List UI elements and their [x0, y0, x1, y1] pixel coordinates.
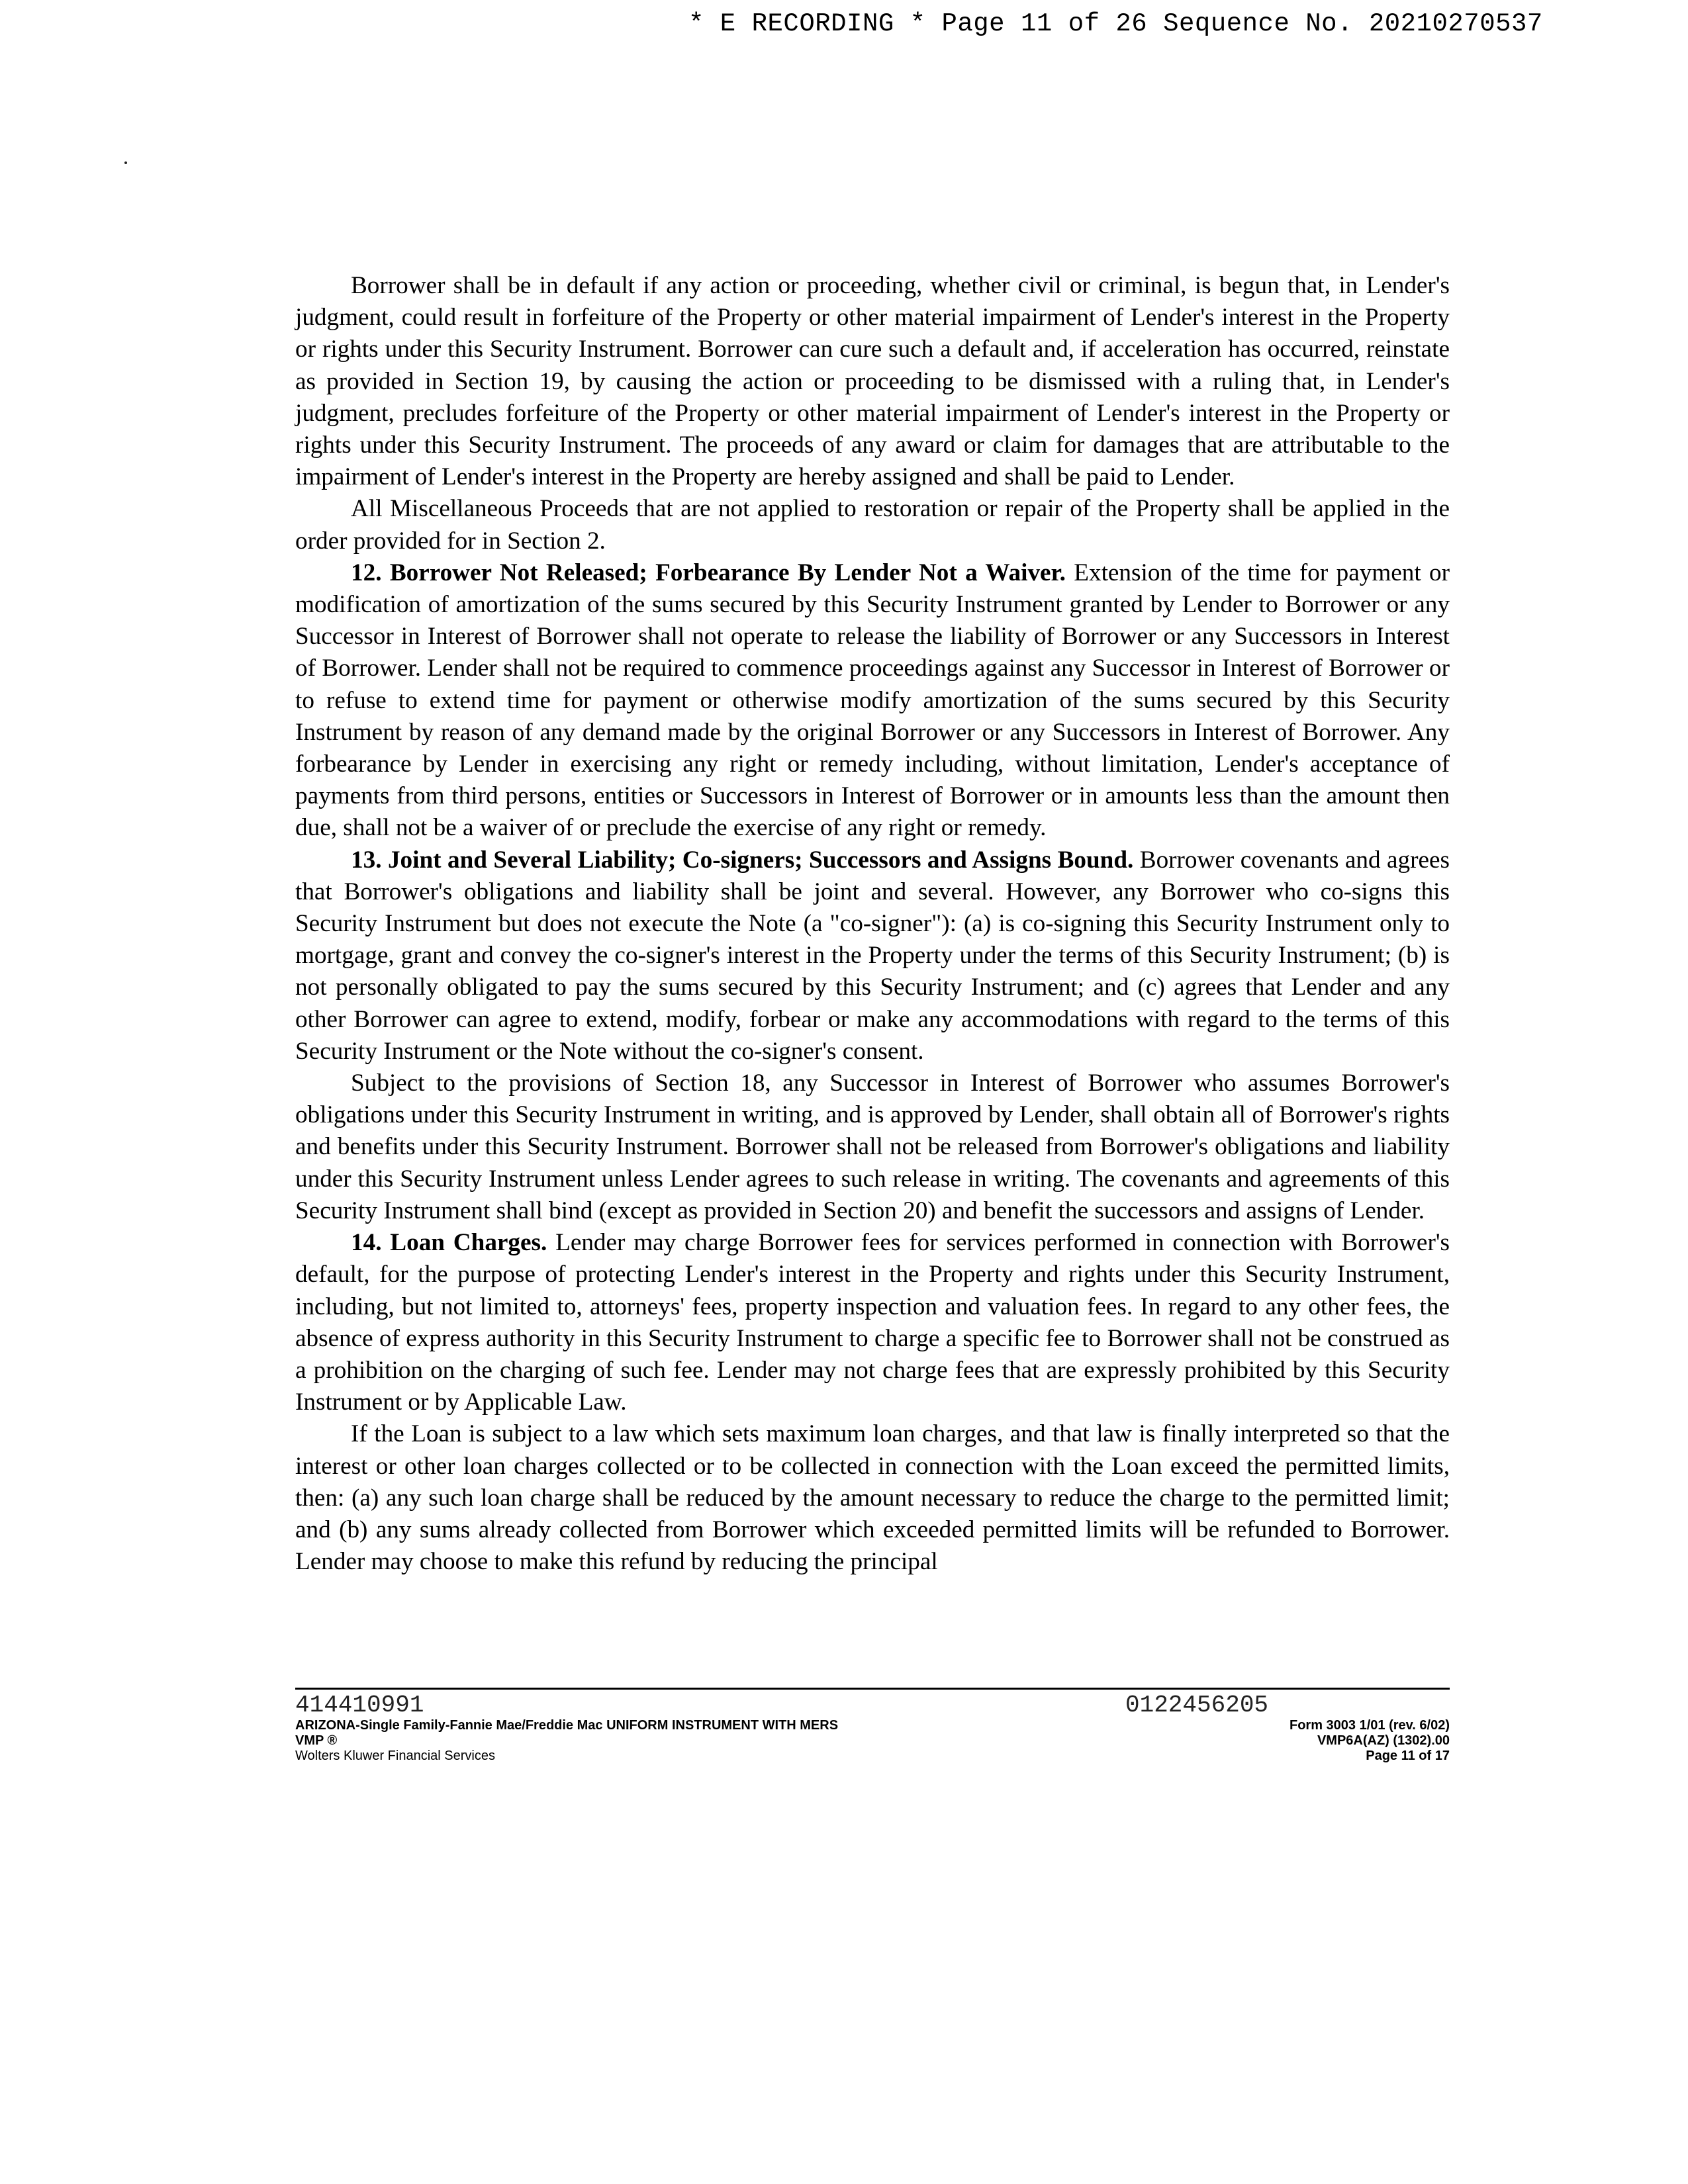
- section-14-heading: 14. Loan Charges.: [351, 1229, 547, 1257]
- paragraph-text: If the Loan is subject to a law which sets maximum loan charges, and that law is finally interpreted so that the interest or other loan charges collected or to be collected in connection with the Loan exceed the permitted limits, then: (a) any such loan charge shall be reduced by the amount necessary to reduce the charge to the permitted limit; and (b) any sums already collected from Borrower which exceeded permitted limits will be refunded to Borrower. Lender may choose to make this refund by reducing the principal: [295, 1420, 1450, 1576]
- paragraph: [295, 1068, 1450, 1227]
- paragraph-section-14: [295, 1227, 1450, 1418]
- paragraph: [295, 270, 1450, 493]
- form-number: Form 3003 1/01 (rev. 6/02): [1289, 1718, 1450, 1733]
- paragraph-text: All Miscellaneous Proceeds that are not applied to restoration or repair of the Property shall be applied in the order provided for in Section 2.: [295, 495, 1450, 555]
- footer-rule: [295, 1688, 1450, 1690]
- page-number: Page 11 of 17: [1366, 1749, 1450, 1763]
- section-13-heading: 13. Joint and Several Liability; Co-signers; Successors and Assigns Bound.: [351, 846, 1134, 874]
- footer-right: [1125, 1693, 1450, 1764]
- paragraph: [295, 493, 1450, 557]
- footer-left-number: 414410991: [295, 1692, 424, 1719]
- paragraph-text: Extension of the time for payment or modification of amortization of the sums secured by this Security Instrument granted by Lender to Borrower or any Successor in Interest of Borrower shall not operate to release the liability of Borrower or any Successors in Interest of Borrower. Lender shall not be required to commence proceedings against any Successor in Interest of Borrower or to refuse to extend time for payment or otherwise modify amortization of the sums secured by this Security Instrument by reason of any demand made by the original Borrower or any Successors in Interest of Borrower. Any forbearance by Lender in exercising any right or remedy including, without limitation, Lender's acceptance of payments from third persons, entities or Successors in Interest of Borrower or in amounts less than the amount then due, shall not be a waiver of or preclude the exercise of any right or remedy.: [295, 559, 1450, 842]
- paragraph: [295, 1418, 1450, 1578]
- paragraph-text: Subject to the provisions of Section 18, any Successor in Interest of Borrower who assumes Borrower's obligations under this Security Instrument in writing, and is approved by Lender, shall obtain all of Borrower's rights and benefits under this Security Instrument. Borrower shall not be released from Borrower's obligations and liability under this Security Instrument unless Lender agrees to such release in writing. The covenants and agreements of this Security Instrument shall bind (except as provided in Section 20) and benefit the successors and assigns of Lender.: [295, 1069, 1450, 1224]
- publisher: Wolters Kluwer Financial Services: [295, 1749, 495, 1763]
- document-body: [295, 270, 1450, 1578]
- section-12-heading: 12. Borrower Not Released; Forbearance By Lender Not a Waiver.: [351, 559, 1066, 586]
- form-code: VMP6A(AZ) (1302).00: [1317, 1733, 1450, 1748]
- recording-header: * E RECORDING * Page 11 of 26 Sequence No. 20210270537: [688, 9, 1543, 38]
- paragraph-section-12: [295, 557, 1450, 844]
- paragraph-text: Borrower shall be in default if any action or proceeding, whether civil or criminal, is begun that, in Lender's judgment, could result in forfeiture of the Property or other material impairment of Lender's interest in the Property or rights under this Security Instrument. Borrower can cure such a default and, if acceleration has occurred, reinstate as provided in Section 19, by causing the action or proceeding to be dismissed with a ruling that, in Lender's judgment, precludes forfeiture of the Property or other material impairment of Lender's interest in the Property or rights under this Security Instrument. The proceeds of any award or claim for damages that are attributable to the impairment of Lender's interest in the Property are hereby assigned and shall be paid to Lender.: [295, 272, 1450, 491]
- vmp-mark: VMP ®: [295, 1733, 338, 1748]
- paragraph-text: Borrower covenants and agrees that Borrower's obligations and liability shall be joint and several. However, any Borrower who co-signs this Security Instrument but does not execute the Note (a "co-signer"): (a) is co-signing this Security Instrument only to mortgage, grant and convey the co-signer's interest in the Property under the terms of this Security Instrument; (b) is not personally obligated to pay the sums secured by this Security Instrument; and (c) agrees that Lender and any other Borrower can agree to extend, modify, forbear or make any accommodations with regard to the terms of this Security Instrument or the Note without the co-signer's consent.: [295, 846, 1450, 1065]
- footer-right-number: 0122456205: [1125, 1692, 1269, 1719]
- paragraph-text: Lender may charge Borrower fees for services performed in connection with Borrower's default, for the purpose of protecting Lender's interest in the Property and rights under this Security Instrument, including, but not limited to, attorneys' fees, property inspection and valuation fees. In regard to any other fees, the absence of express authority in this Security Instrument to charge a specific fee to Borrower shall not be construed as a prohibition on the charging of such fee. Lender may not charge fees that are expressly prohibited by this Security Instrument or by Applicable Law.: [295, 1229, 1450, 1416]
- paragraph-section-13: [295, 844, 1450, 1068]
- form-title: ARIZONA-Single Family-Fannie Mae/Freddie Mac UNIFORM INSTRUMENT WITH MERS: [295, 1718, 839, 1733]
- scan-speck: [124, 161, 127, 164]
- footer-left: [295, 1693, 957, 1764]
